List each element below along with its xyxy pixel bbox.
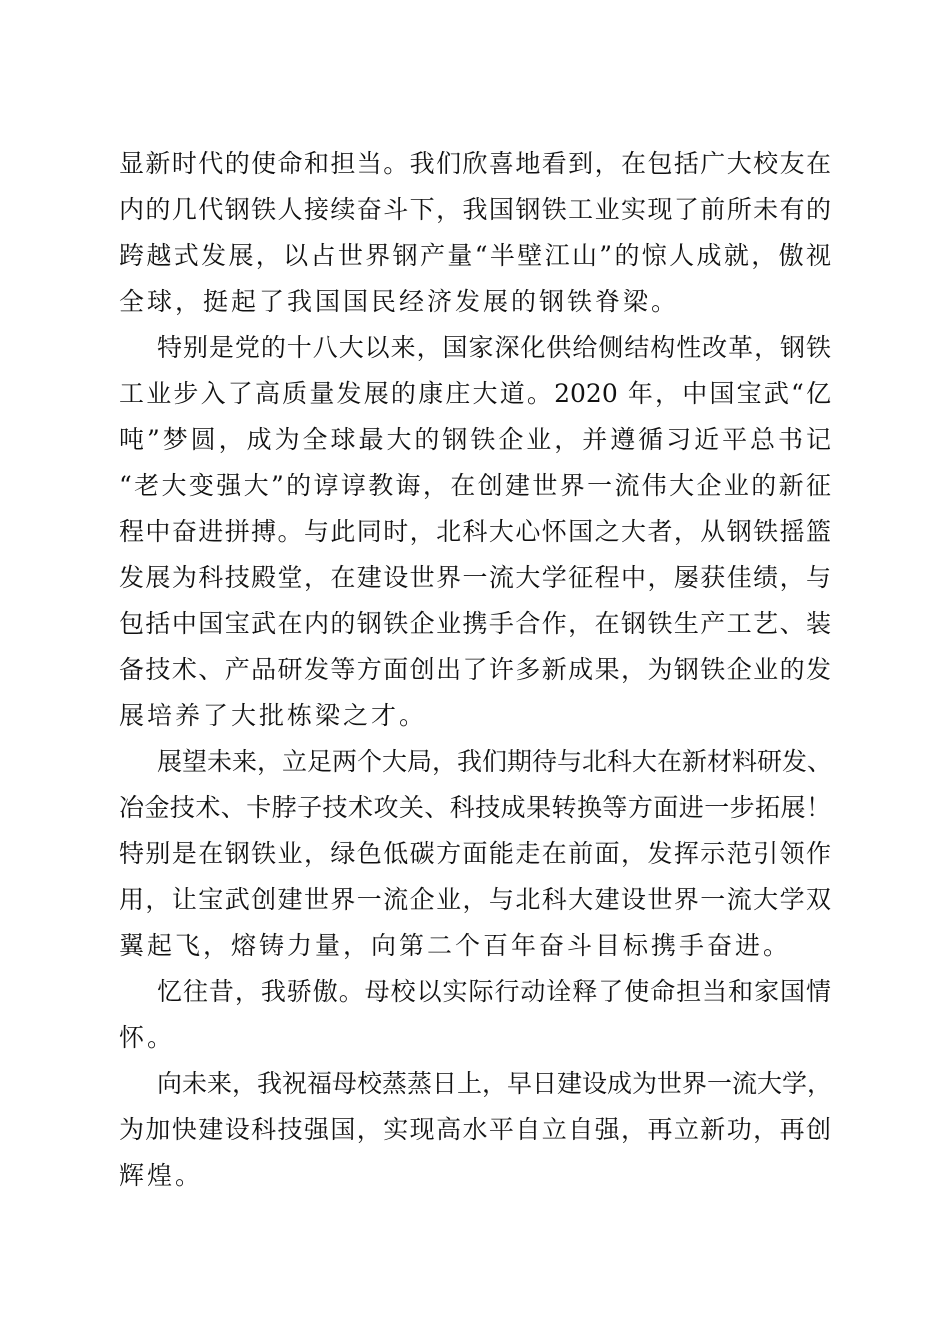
paragraph-5-line-2: 为加快建设科技强国，实现高水平自立自强，再立新功，再创 [119,1115,831,1144]
paragraph-5-line-3: 辉煌。 [119,1161,204,1190]
paragraph-2-line-7: 包括中国宝武在内的钢铁企业携手合作，在钢铁生产工艺、装 [119,609,831,638]
paragraph-2-line-9: 展培养了大批栋梁之才。 [119,701,428,730]
paragraph-2-line-6: 发展为科技殿堂，在建设世界一流大学征程中，屡获佳绩，与 [119,563,831,592]
paragraph-1-line-3: 跨越式发展，以占世界钢产量“半壁江山”的惊人成就，傲视 [119,241,831,270]
paragraph-1-line-1: 显新时代的使命和担当。我们欣喜地看到，在包括广大校友在 [119,149,831,178]
paragraph-3-line-3: 特别是在钢铁业，绿色低碳方面能走在前面，发挥示范引领作 [119,839,831,868]
paragraph-2-line-4: “老大变强大”的谆谆教诲，在创建世界一流伟大企业的新征 [119,471,831,500]
paragraph-2-line-5: 程中奋进拼搏。与此同时，北科大心怀国之大者，从钢铁摇篮 [119,517,831,546]
paragraph-1-line-4: 全球，挺起了我国国民经济发展的钢铁脊梁。 [119,287,680,316]
paragraph-2-line-1: 特别是党的十八大以来，国家深化供给侧结构性改革，钢铁 [157,333,831,362]
paragraph-4-line-1: 忆往昔，我骄傲。母校以实际行动诠释了使命担当和家国情 [157,977,831,1006]
paragraph-1-line-2: 内的几代钢铁人接续奋斗下，我国钢铁工业实现了前所未有的 [119,195,831,224]
paragraph-3-line-2: 冶金技术、卡脖子技术攻关、科技成果转换等方面进一步拓展！ [119,793,831,822]
paragraph-2-line-2: 工业步入了高质量发展的康庄大道。2020 年，中国宝武“亿 [119,379,831,408]
paragraph-5-line-1: 向未来，我祝福母校蒸蒸日上，早日建设成为世界一流大学， [157,1069,833,1098]
paragraph-3-line-1: 展望未来，立足两个大局，我们期待与北科大在新材料研发、 [157,747,833,776]
paragraph-2-line-3: 吨”梦圆，成为全球最大的钢铁企业，并遵循习近平总书记 [119,425,831,454]
paragraph-2-line-8: 备技术、产品研发等方面创出了许多新成果，为钢铁企业的发 [119,655,831,684]
paragraph-3-line-4: 用，让宝武创建世界一流企业，与北科大建设世界一流大学双 [119,885,831,914]
paragraph-3-line-5: 翼起飞，熔铸力量，向第二个百年奋斗目标携手奋进。 [119,931,792,960]
paragraph-4-line-2: 怀。 [119,1023,176,1052]
